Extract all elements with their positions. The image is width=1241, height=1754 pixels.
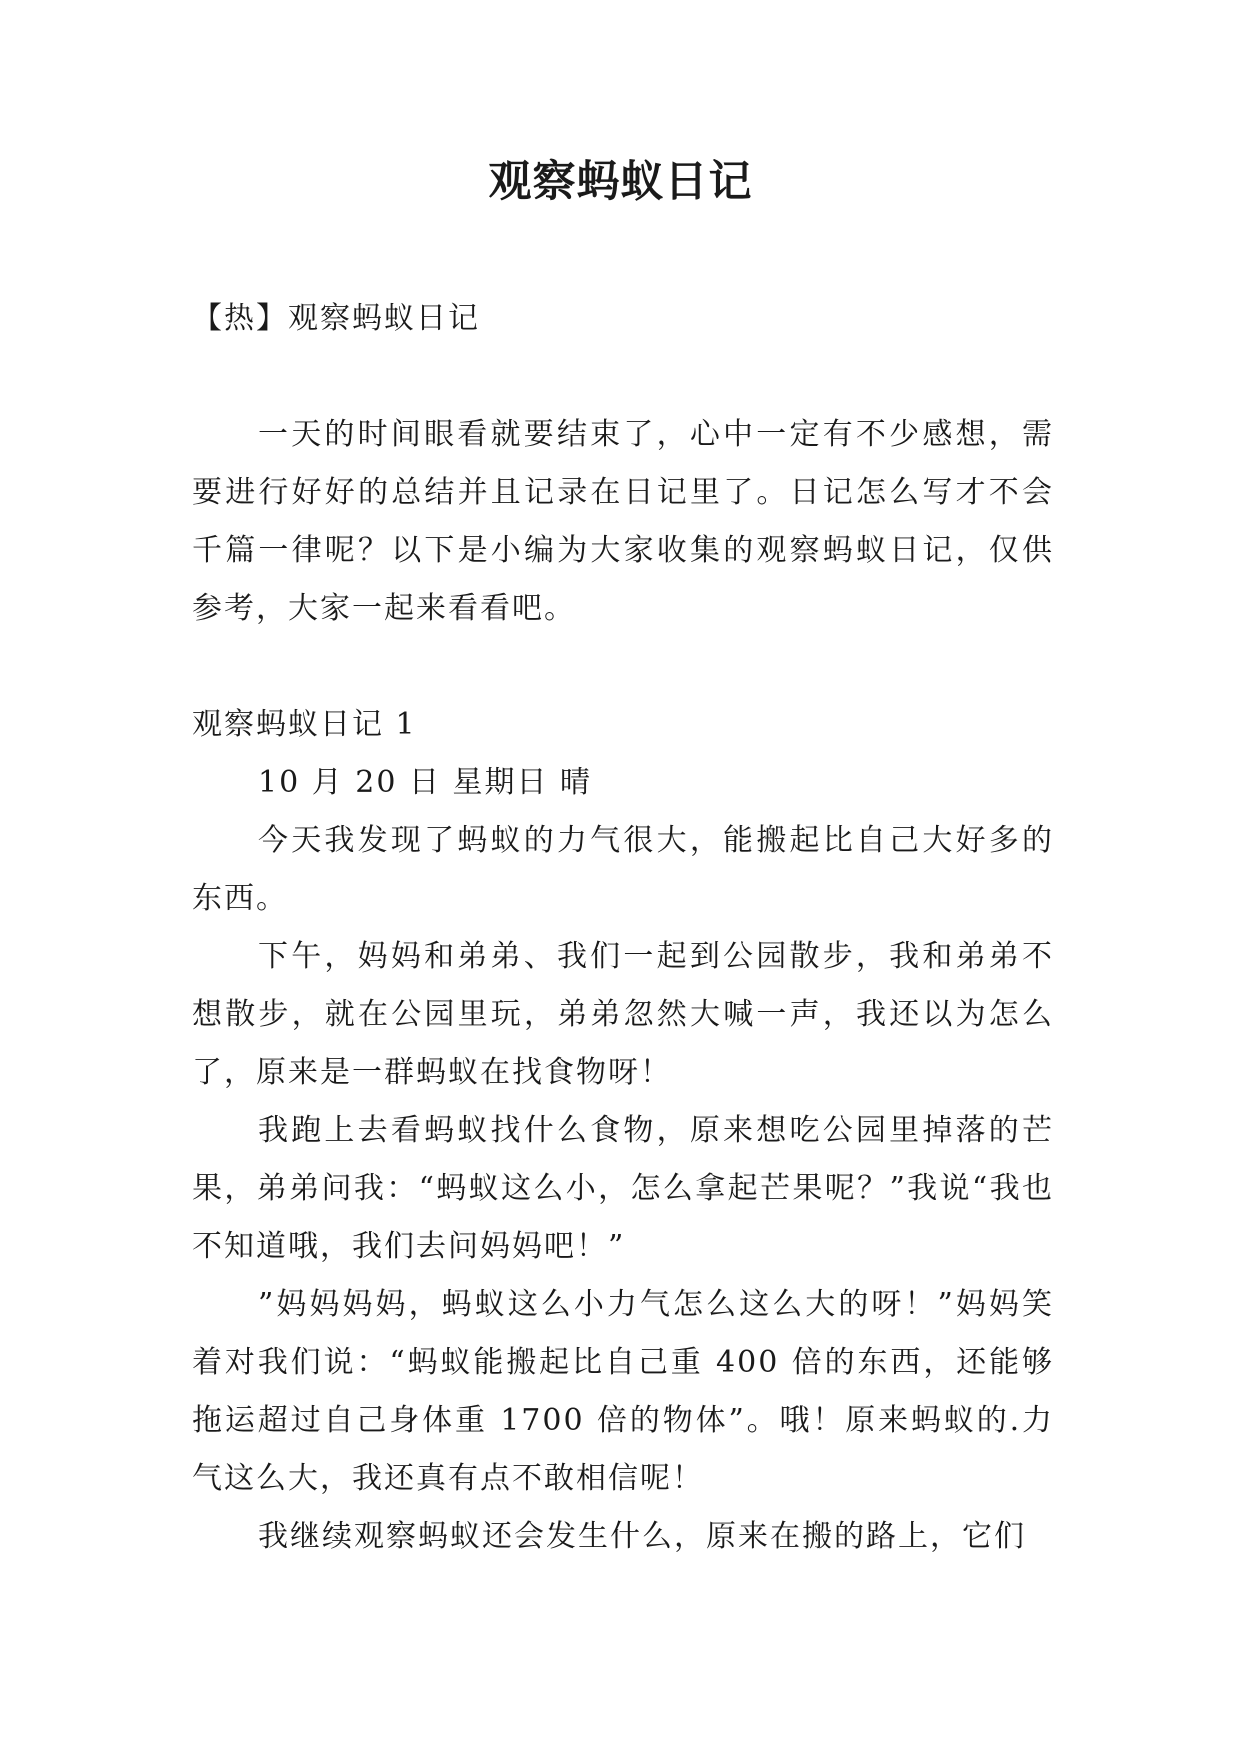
section-heading: 观察蚂蚁日记 1 bbox=[192, 707, 417, 742]
document-subtitle: 【热】观察蚂蚁日记 bbox=[192, 301, 480, 336]
body-paragraph: 我跑上去看蚂蚁找什么食物，原来想吃公园里掉落的芒果，弟弟问我：“蚂蚁这么小，怎么拿起芒果呢？”我说“我也不知道哦，我们去问妈妈吧！” bbox=[192, 1113, 1054, 1264]
body-paragraph: 我继续观察蚂蚁还会发生什么，原来在搬的路上，它们 bbox=[258, 1519, 1026, 1554]
body-paragraph: ”妈妈妈妈，蚂蚁这么小力气怎么这么大的呀！”妈妈笑着对我们说：“蚂蚁能搬起比自己重 400 倍的东西，还能够拖运超过自己身体重 1700 倍的物体”。哦！原来蚂蚁的.力气这么大，我还真有点不敢相信呢！ bbox=[192, 1287, 1054, 1496]
intro-paragraph: 一天的时间眼看就要结束了，心中一定有不少感想，需要进行好好的总结并且记录在日记里了。日记怎么写才不会千篇一律呢？以下是小编为大家收集的观察蚂蚁日记，仅供参考，大家一起来看看吧。 bbox=[192, 417, 1054, 626]
document-body bbox=[192, 290, 1054, 1566]
document-title: 观察蚂蚁日记 bbox=[488, 157, 753, 207]
body-paragraph: 今天我发现了蚂蚁的力气很大，能搬起比自己大好多的东西。 bbox=[192, 823, 1054, 916]
date-line: 10 月 20 日 星期日 晴 bbox=[258, 765, 593, 800]
body-paragraph: 下午，妈妈和弟弟、我们一起到公园散步，我和弟弟不想散步，就在公园里玩，弟弟忽然大喊一声，我还以为怎么了，原来是一群蚂蚁在找食物呀！ bbox=[192, 939, 1054, 1090]
